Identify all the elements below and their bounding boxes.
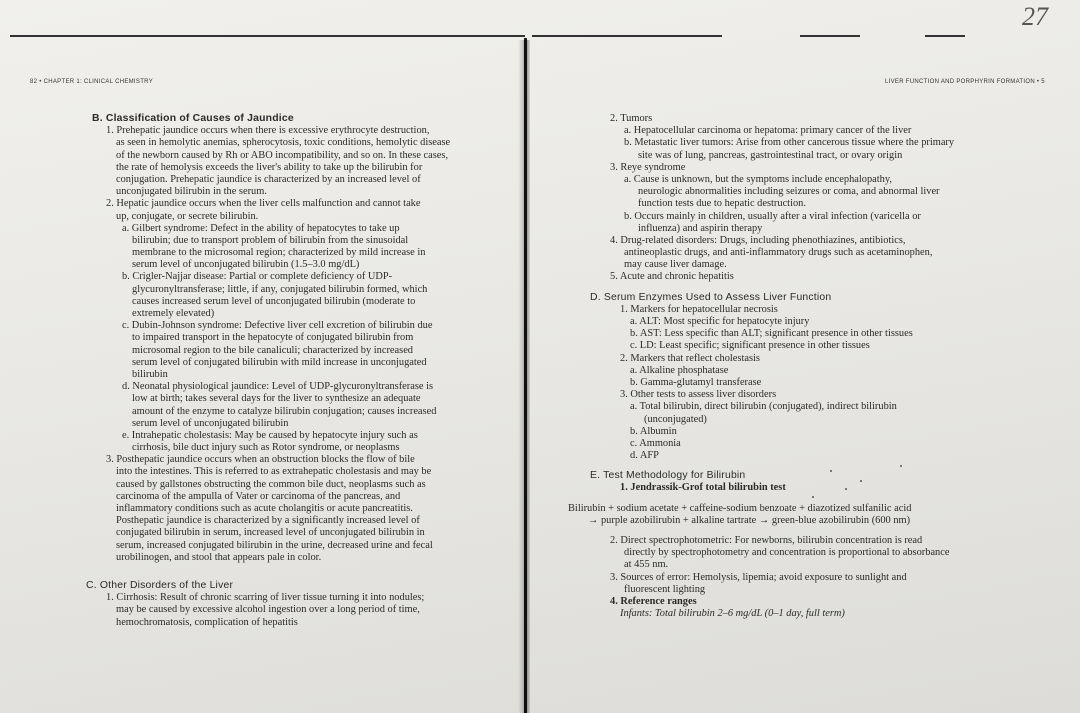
- r-d-line: c. Ammonia: [630, 437, 681, 449]
- direct-spectro-block: [610, 535, 1010, 572]
- b-item3-line: into the intestines. This is referred to as extrahepatic cholestasis and may be: [116, 466, 432, 478]
- scan-speck: [812, 496, 814, 498]
- gilbert-paragraph: [92, 223, 512, 272]
- b-item2e-line: e. Intrahepatic cholestasis: May be caused by hepatocyte injury such as: [122, 429, 418, 441]
- r-d-line: b. Gamma-glutamyl transferase: [630, 376, 762, 388]
- b-item2e-line: cirrhosis, bile duct injury such as Rotor syndrome, or neoplasms: [132, 442, 400, 454]
- scan-speck: [900, 465, 902, 467]
- b-item2d-line: amount of the enzyme to catalyze bilirubin conjugation; causes increased: [132, 405, 437, 417]
- b-item3-line: inflammatory conditions such as acute cholangitis or acute pancreatitis.: [116, 503, 413, 514]
- top-rule-right-2: [800, 35, 860, 37]
- drug-block: [610, 235, 1010, 272]
- dubin-johnson-paragraph: [92, 320, 512, 381]
- b-item2b-line: causes increased serum level of unconjugated bilirubin (moderate to: [132, 295, 416, 307]
- r-drug-line: may cause liver damage.: [624, 259, 727, 271]
- spine-shadow: [518, 40, 530, 713]
- r-d-line: 3. Other tests to assess liver disorders: [620, 389, 777, 401]
- right-column: [568, 113, 1010, 620]
- serum-enzymes-list: [610, 304, 1010, 462]
- b-item3-line: conjugated bilirubin in serum, increased level of unconjugated bilirubin in: [116, 527, 425, 539]
- b-item3-line: 3. Posthepatic jaundice occurs when an obstruction blocks the flow of bile: [106, 454, 415, 466]
- posthepatic-paragraph: [92, 454, 512, 564]
- b-item2b-line: b. Crigler-Najjar disease: Partial or complete deficiency of UDP-: [122, 271, 393, 283]
- section-e-heading: E. Test Methodology for Bilirubin: [590, 470, 746, 482]
- c-item1-line: hemochromatosis, complication of hepatitis: [116, 616, 298, 628]
- r-d-line: a. Total bilirubin, direct bilirubin (conjugated), indirect bilirubin: [630, 401, 897, 413]
- left-column: [86, 113, 512, 629]
- section-b-heading: B. Classification of Causes of Jaundice: [92, 113, 294, 124]
- reference-ranges-line: 4. Reference ranges: [610, 595, 697, 607]
- r-d-line: b. AST: Less specific than ALT; significant presence in other tissues: [630, 328, 913, 340]
- b-item2c-line: c. Dubin-Johnson syndrome: Defective liver cell excretion of bilirubin due: [122, 320, 433, 332]
- b-item1-line: as seen in hemolytic anemias, spherocytosis, toxic conditions, hemolytic disease: [116, 137, 451, 149]
- b-item2a-line: membrane to the microsomal region; characterized by mild increase in: [132, 247, 426, 259]
- r-reye-line: 3. Reye syndrome: [610, 161, 686, 173]
- scan-speck: [845, 488, 847, 490]
- b-item2-line: up, conjugate, or secrete bilirubin.: [116, 210, 259, 222]
- r-e2-line: directly by spectrophotometry and concentration is proportional to absorbance: [624, 547, 950, 559]
- jendrassik-line: 1. Jendrassik-Grof total bilirubin test: [620, 482, 786, 494]
- c-item1-line: 1. Cirrhosis: Result of chronic scarring of liver tissue turning it into nodules;: [106, 592, 425, 604]
- top-rule-right-3: [925, 35, 965, 37]
- r-e3-line: fluorescent lighting: [624, 583, 706, 595]
- c-item1-line: may be caused by excessive alcohol ingestion over a long period of time,: [116, 604, 420, 616]
- reaction-line-1: Bilirubin + sodium acetate + caffeine-sodium benzoate + diazotized sulfanilic acid: [568, 502, 912, 514]
- b-item1-line: of the newborn caused by Rh or ABO incompatibility, and so on. In these cases,: [116, 149, 449, 161]
- r-d-line: (unconjugated): [644, 413, 707, 425]
- b-item2a-line: bilirubin; due to transport problem of bilirubin from the sinusoidal: [132, 234, 409, 246]
- r-e2-line: 2. Direct spectrophotometric: For newborns, bilirubin concentration is read: [610, 535, 923, 546]
- b-item2b-line: extremely elevated): [132, 308, 215, 319]
- r-d-line: c. LD: Least specific; significant presence in other tissues: [630, 340, 870, 352]
- left-running-head: 82 • CHAPTER 1: CLINICAL CHEMISTRY: [30, 79, 153, 85]
- b-item2d-line: serum level of unconjugated bilirubin: [132, 417, 289, 429]
- scan-speck: [830, 470, 832, 472]
- intrahepatic-paragraph: [92, 430, 512, 454]
- b-item2d-line: low at birth; takes several days for the liver to synthesize an adequate: [132, 393, 421, 405]
- r-d-line: 2. Markers that reflect cholestasis: [620, 352, 760, 364]
- reaction-line-2: → purple azobilirubin + alkaline tartrate → green-blue azobilirubin (600 nm): [588, 514, 911, 526]
- r-reye-line: b. Occurs mainly in children, usually after a viral infection (varicella or: [624, 210, 921, 222]
- crigler-najjar-paragraph: [92, 271, 512, 320]
- r-tumors-line: a. Hepatocellular carcinoma or hepatoma: primary cancer of the liver: [624, 125, 912, 137]
- hepatitis-line: 5. Acute and chronic hepatitis: [610, 271, 734, 283]
- top-rule-right: [532, 35, 722, 37]
- section-c-heading: C. Other Disorders of the Liver: [86, 579, 234, 591]
- right-running-head: LIVER FUNCTION AND PORPHYRIN FORMATION • 5: [885, 79, 1045, 85]
- r-d-line: 1. Markers for hepatocellular necrosis: [620, 303, 778, 315]
- b-item2c-line: bilirubin: [132, 368, 168, 380]
- b-item1-line: 1. Prehepatic jaundice occurs when there is excessive erythrocyte destruction,: [106, 125, 430, 137]
- prehepatic-paragraph: [92, 125, 512, 198]
- r-tumors-line: 2. Tumors: [610, 113, 653, 124]
- b-item3-line: urobilinogen, and stool that appears pale in color.: [116, 551, 322, 563]
- r-d-line: d. AFP: [630, 450, 659, 462]
- hepatic-paragraph: [92, 198, 512, 222]
- r-reye-line: function tests due to hepatic destruction.: [638, 198, 806, 210]
- infants-range-line: Infants: Total bilirubin 2–6 mg/dL (0–1 day, full term): [620, 608, 845, 620]
- sources-error-block: [610, 572, 1010, 596]
- r-reye-line: a. Cause is unknown, but the symptoms include encephalopathy,: [624, 173, 892, 185]
- b-item2a-line: a. Gilbert syndrome: Defect in the ability of hepatocytes to take up: [122, 222, 400, 234]
- b-item1-line: unconjugated bilirubin in the serum.: [116, 186, 267, 198]
- b-item2c-line: serum level of conjugated bilirubin with mild increase in unconjugated: [132, 356, 427, 368]
- b-item2d-line: d. Neonatal physiological jaundice: Level of UDP-glycuronyltransferase is: [122, 381, 434, 393]
- scan-speck: [860, 480, 862, 482]
- b-item3-line: serum, increased conjugated bilirubin in the urine, decreased urine and fecal: [116, 539, 433, 551]
- page-number: 27: [1022, 2, 1048, 31]
- r-d-line: b. Albumin: [630, 425, 677, 437]
- b-item2b-line: glycuronyltransferase; little, if any, conjugated bilirubin formed, which: [132, 283, 428, 295]
- b-item2c-line: to impaired transport in the hepatocyte of conjugated bilirubin from: [132, 332, 414, 344]
- cirrhosis-paragraph: [92, 592, 512, 629]
- b-item2c-line: microsomal region to the bile canaliculi; characterized by increased: [132, 344, 413, 356]
- b-item2a-line: serum level of unconjugated bilirubin (1.5–3.0 mg/dL): [132, 259, 360, 271]
- b-item3-line: caused by gallstones obstructing the common bile duct, neoplasms such as: [116, 478, 426, 490]
- r-d-line: a. Alkaline phosphatase: [630, 364, 729, 376]
- r-drug-line: 4. Drug-related disorders: Drugs, including phenothiazines, antibiotics,: [610, 234, 906, 246]
- r-reye-line: neurologic abnormalities including seizures or coma, and abnormal liver: [638, 186, 940, 198]
- r-tumors-line: site was of lung, pancreas, gastrointestinal tract, or ovary origin: [638, 149, 903, 161]
- reye-block: [610, 162, 1010, 235]
- neonatal-paragraph: [92, 381, 512, 430]
- top-rule-left: [10, 35, 525, 37]
- r-tumors-line: b. Metastatic liver tumors: Arise from other cancerous tissue where the primary: [624, 137, 955, 149]
- r-e3-line: 3. Sources of error: Hemolysis, lipemia; avoid exposure to sunlight and: [610, 571, 907, 583]
- b-item2-line: 2. Hepatic jaundice occurs when the liver cells malfunction and cannot take: [106, 198, 421, 210]
- b-item1-line: the rate of hemolysis exceeds the liver's ability to take up the bilirubin for: [116, 161, 423, 173]
- b-item3-line: Posthepatic jaundice is characterized by a significantly increased level of: [116, 515, 420, 527]
- tumors-block: [610, 113, 1010, 162]
- section-d-heading: D. Serum Enzymes Used to Assess Liver Function: [590, 291, 832, 303]
- r-reye-line: influenza) and aspirin therapy: [638, 222, 763, 234]
- b-item3-line: carcinoma of the ampulla of Vater or carcinoma of the pancreas, and: [116, 490, 401, 502]
- b-item1-line: conjugation. Prehepatic jaundice is characterized by an increased level of: [116, 173, 421, 185]
- r-d-line: a. ALT: Most specific for hepatocyte injury: [630, 316, 810, 327]
- r-e2-line: at 455 nm.: [624, 559, 669, 571]
- r-drug-line: antineoplastic drugs, and anti-inflammatory drugs such as acetaminophen,: [624, 247, 933, 259]
